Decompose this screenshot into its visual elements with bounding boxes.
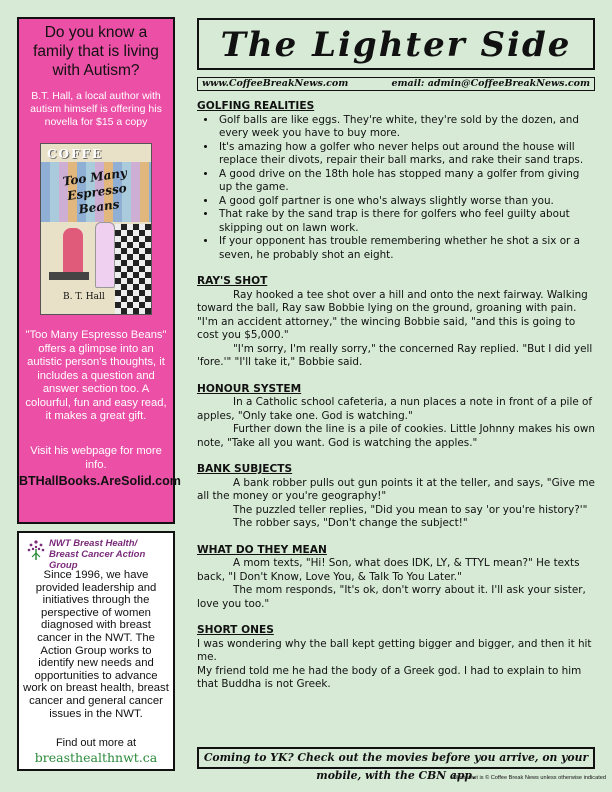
- masthead: [197, 18, 595, 70]
- book-ad-intro: B.T. Hall, a local author with autism himself is offering his novella for $15 a copy: [30, 90, 162, 128]
- health-ad-body: Since 1996, we have provided leadership and initiatives through the perspective of women diagnosed with breast cancer in the NWT. The Action Group works to identify new needs and opportunities to advance work on breast health, breast cancer and general cancer issues in the NWT.: [23, 569, 169, 720]
- paragraph: A bank robber pulls out gun points it at the teller, and says, "Give me all the money or you're geography!": [197, 476, 595, 502]
- section-heading: RAY'S SHOT: [197, 275, 268, 287]
- section-heading: WHAT DO THEY MEAN: [197, 543, 327, 556]
- health-org-line2: Breast Cancer Action Group: [49, 549, 146, 571]
- section-heading: GOLFING REALITIES: [197, 100, 315, 112]
- section-bank-subjects: [197, 463, 595, 531]
- section-heading: SHORT ONES: [197, 624, 274, 636]
- paragraph: Ray hooked a tee shot over a hill and onto the next fairway. Walking toward the ball, Ray saw Bobbie lying on the ground, groaning with pain. "I'm an accident attorney," the wincing Bobbie said, "and this is going to cost you $5,000.": [197, 288, 588, 341]
- cover-title: Too Many Espresso Beans: [61, 165, 128, 217]
- copyright-notice: All content is © Coffee Break News unless otherwise indicated: [451, 775, 606, 781]
- cover-table: [49, 272, 89, 280]
- health-org-line1: NWT Breast Health/: [49, 538, 138, 549]
- paragraph: The mom responds, "It's ok, don't worry about it. I'll ask your sister, love you too.": [197, 584, 586, 610]
- cover-author: B. T. Hall: [63, 292, 105, 302]
- book-ad-description: "Too Many Espresso Beans" offers a glimpse into an autistic person's thoughts, it includes a question and answer section too. A colourful, fun and easy read, it makes a great gift.: [25, 329, 167, 422]
- paragraph: "I'm sorry, I'm really sorry," the concerned Ray replied. "But I did yell 'fore.'" "I'll take it," Bobbie said.: [197, 342, 593, 368]
- health-ad: [17, 531, 175, 771]
- cover-checker-floor: [115, 224, 151, 314]
- health-ad-url-link[interactable]: breasthealthnwt.ca: [34, 750, 158, 765]
- section-golfing-realities: [197, 100, 595, 262]
- website-link[interactable]: www.CoffeeBreakNews.com: [202, 78, 349, 89]
- list-item: • A good golf partner is one who's always slightly worse than you.: [217, 195, 595, 209]
- health-org-name: [49, 538, 173, 571]
- book-ad-visit: Visit his webpage for more info.: [30, 444, 162, 471]
- paragraph: In a Catholic school cafeteria, a nun places a note in front of a pile of apples, "Only take one. God is watching.": [197, 396, 593, 422]
- list-item: • Golf balls are like eggs. They're white, they're sold by the dozen, and every week you have to buy more.: [217, 114, 595, 141]
- paragraph: My friend told me he had the body of a Greek god. I had to explain to him that Buddha is not Greek.: [197, 664, 582, 690]
- golf-list: [197, 114, 595, 263]
- book-ad-site-link[interactable]: BTHallBooks.AreSolid.com: [19, 473, 181, 488]
- book-ad-headline: Do you know a family that is living with Autism?: [33, 24, 159, 79]
- paragraph: The puzzled teller replies, "Did you mean to say 'or you're history?'": [233, 503, 588, 516]
- cover-brand: COFFE: [47, 147, 104, 161]
- list-item: • It's amazing how a golfer who never helps out around the house will replace their divots, repair their ball marks, and rake their sand traps.: [217, 141, 595, 168]
- paragraph: The robber says, "Don't change the subject!": [233, 517, 468, 529]
- paragraph: A mom texts, "Hi! Son, what does IDK, LY, & TTYL mean?" He texts back, "I Don't Know, Love You, & Talk To You Later.": [197, 557, 580, 583]
- app-promo-banner: Coming to YK? Check out the movies before you arrive, on your mobile, with the CBN app.: [197, 747, 595, 769]
- ribbon-logo-icon: [25, 539, 47, 561]
- jokes-column: [197, 100, 595, 705]
- book-cover-image: [40, 143, 152, 315]
- contact-bar: [197, 77, 595, 91]
- health-ad-find: Find out more at: [55, 737, 137, 749]
- book-ad: [17, 17, 181, 524]
- paragraph: Further down the line is a pile of cookies. Little Johnny makes his own note, "Take all you want. God is watching the apples.": [197, 423, 595, 449]
- list-item: • That rake by the sand trap is there for golfers who feel guilty about skipping out on lawn work.: [217, 208, 595, 235]
- section-short-ones: [197, 624, 595, 692]
- section-what-do-they-mean: [197, 544, 595, 612]
- cover-figure-woman: [63, 228, 83, 278]
- list-item: • If your opponent has trouble remembering whether he shot a six or a seven, he probably shot an eight.: [217, 235, 595, 262]
- paragraph: I was wondering why the ball kept getting bigger and bigger, and then it hit me.: [197, 637, 592, 663]
- section-honour-system: [197, 383, 595, 451]
- email-link[interactable]: email: admin@CoffeeBreakNews.com: [391, 78, 590, 89]
- cover-figure-man: [95, 222, 115, 288]
- section-rays-shot: [197, 275, 595, 370]
- section-heading: BANK SUBJECTS: [197, 463, 293, 475]
- section-heading: HONOUR SYSTEM: [197, 382, 302, 395]
- list-item: • A good drive on the 18th hole has stopped many a golfer from giving up the game.: [217, 168, 595, 195]
- page-title: The Lighter Side: [220, 25, 572, 65]
